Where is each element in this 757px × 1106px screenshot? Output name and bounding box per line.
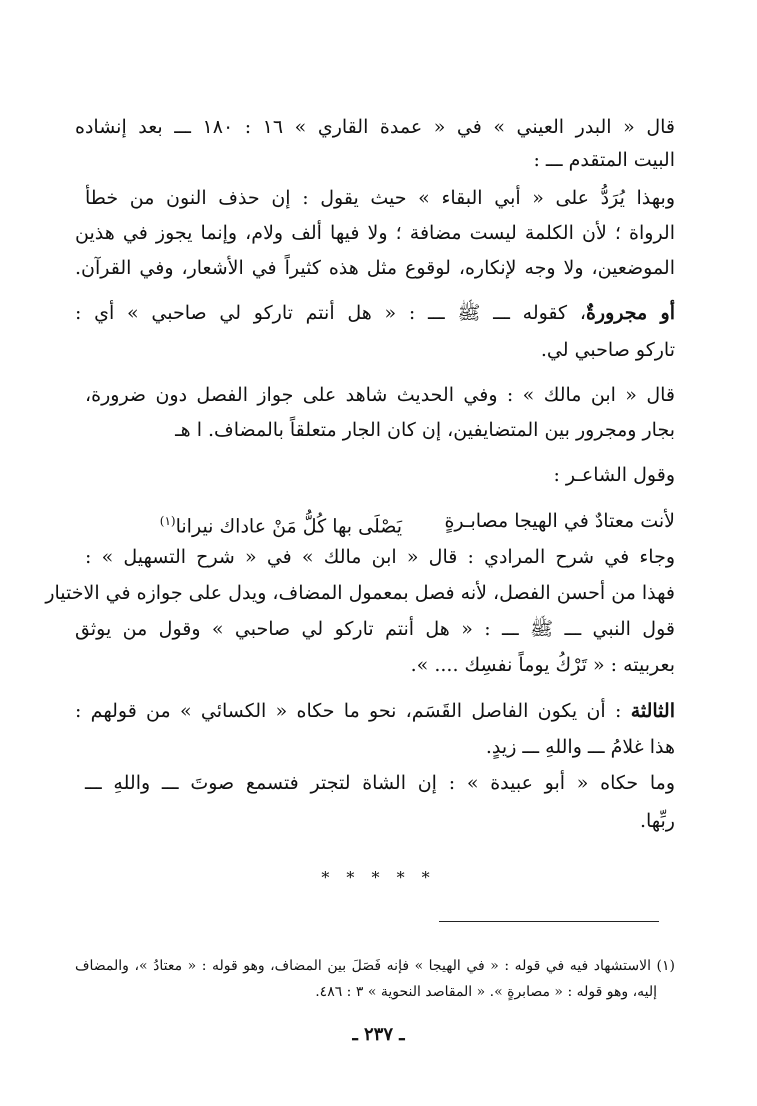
verse-hemistich-right <box>444 506 675 536</box>
footnote-line: إليه، وهو قوله : « مصابرةٍ ». « المقاصد النحوية » ٣ : ٤٨٦. <box>315 984 657 1000</box>
text-line: الثالثة : أن يكون الفاصل القَسَم، نحو ما حكاه « الكسائي » من قولهم : <box>75 700 675 722</box>
text-line: وجاء في شرح المرادي : قال « ابن مالك » في « شرح التسهيل » : <box>85 546 675 568</box>
text-line: بعربيته : « تَرْكُ يوماً نفسِك .... ». <box>410 654 675 676</box>
section-separator: * * * * * <box>321 868 436 887</box>
text-line: وما حكاه « أبو عبيدة » : إن الشاة لتجتر فتسمع صوتَ ـــ واللهِ ـــ <box>85 772 675 794</box>
text-line: الرواة ؛ لأن الكلمة ليست مضافة ؛ ولا فيها ألف ولام، وإنما يجوز في هذين <box>75 222 675 244</box>
footnote-marker: (١) <box>159 514 176 528</box>
text-line: وقول الشاعـر : <box>553 464 675 486</box>
text-line: قال « ابن مالك » : وفي الحديث شاهد على جواز الفصل دون ضرورة، <box>85 384 675 406</box>
footnote-line: (١) الاستشهاد فيه في قوله : « في الهيجا » فإنه فَصَلَ بين المضاف، وهو قوله : « معتادُ »، والمضاف <box>75 958 675 974</box>
text-line: أو مجرورةٌ، كقوله ـــ ﷺ ـــ : « هل أنتم تاركو لي صاحبي » أي : <box>75 302 675 324</box>
page-number: ـ ٢٣٧ ـ <box>352 1024 405 1045</box>
text-line: وبهذا يُرَدُّ على « أبي البقاء » حيث يقول : إن حذف النون من خطأ <box>85 187 675 209</box>
text-line: ربِّها. <box>639 810 675 832</box>
text-line: قول النبي ـــ ﷺ ـــ : « هل أنتم تاركو لي صاحبي » وقول من يوثق <box>75 618 675 640</box>
verse-left-text: يَصْلَى بها كُلُّ مَنْ عاداك نيرانا <box>175 515 402 538</box>
text-line: تاركو صاحبي لي. <box>540 339 675 361</box>
text-line: فهذا من أحسن الفصل، لأنه فصل بمعمول المضاف، ويدل على جوازه في الاختيار <box>45 582 675 604</box>
verse-right-text: لأنت معتادٌ في الهيجا مصابـرةٍ <box>444 510 675 532</box>
text-line: قال « البدر العيني » في « عمدة القاري » ١٦ : ١٨٠ ـــ بعد إنشاده <box>75 116 676 138</box>
footnote-rule <box>439 921 659 922</box>
verse-hemistich-left <box>160 506 402 541</box>
text-line: هذا غلامُ ـــ واللهِ ـــ زيدٍ. <box>485 736 675 758</box>
text-line: الموضعين، ولا وجه لإنكاره، لوقوع مثل هذه كثيراً في الأشعار، وفي القرآن. <box>75 257 675 279</box>
text-line: البيت المتقدم ـــ : <box>533 149 675 171</box>
text-line: بجار ومجرور بين المتضايفين، إن كان الجار متعلقاً بالمضاف. ا هـ <box>175 419 675 441</box>
